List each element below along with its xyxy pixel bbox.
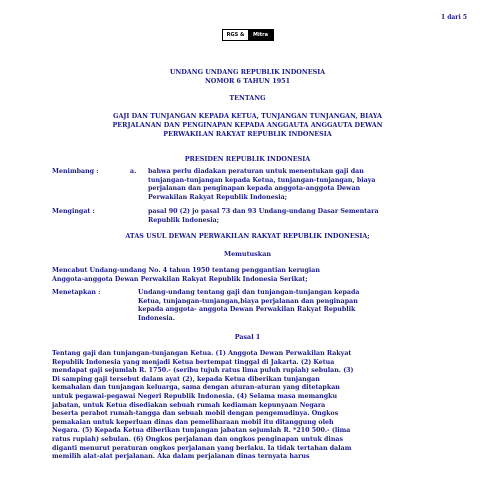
page-number: 1 dari 5 (440, 14, 467, 21)
pasal-1-line: pemakaian untuk keperluan dinas dan pemeliharaan mobil itu ditanggung oleh (52, 418, 334, 426)
pasal-1-line: ratus rupiah) sebulan. (6) Ongkos perjalanan dan ongkos penginapan untuk dinas (52, 436, 344, 443)
pasal-1-line: beserta perabot rumah-tangga dan sebuah mobil dengan pengemudinya. Ongkos (52, 410, 339, 418)
pasal-1-line: Tentang gaji dan tunjangan-tunjangan Ketua. (1) Anggota Dewan Perwakilan Rakyat (52, 350, 352, 357)
menimbang-line: perjalanan dan penginapan kepada anggota-anggota Dewan (148, 185, 361, 193)
pasal-1-line: jabatan, untuk Ketua disediakan sebuah rumah kediaman kepunyaan Negara (52, 401, 326, 409)
pasal-1-heading: Pasal 1 (234, 333, 261, 341)
publisher-logo (222, 29, 274, 41)
menimbang-line: bahwa perlu diadakan peraturan untuk menentukan gaji dan (148, 168, 364, 175)
menetapkan-line: Undang-undang tentang gaji dan tunjangan-tunjangan kepada (138, 289, 360, 296)
menetapkan-line: Indonesia. (138, 314, 175, 322)
pasal-1-line: Di samping gaji tersebut dalam ayat (2), kepada Ketua diberikan tunjangan (52, 375, 320, 383)
pasal-1-line: kemahalan dan tunjangan keluarga, sama dengan aturan-aturan yang ditetapkan (52, 384, 340, 392)
logo-right-text: Mitra (248, 30, 273, 40)
menimbang-bullet: a. (130, 168, 137, 175)
pasal-1-line: Republik Indonesia yang menjadi Ketua bertempat tinggal di Jakarta. (2) Ketua (52, 358, 335, 366)
pasal-1-line: memilih alat-alat perjalanan. Aka dalam perjalanan dinas ternyata harus (52, 453, 310, 461)
subject-line-1: GAJI DAN TUNJANGAN KEPADA KETUA, TUNJANGAN TUNJANGAN, BIAYA (112, 112, 383, 120)
memutuskan-heading: Memutuskan (224, 250, 271, 258)
subject-line-2: PERJALANAN DAN PENGINAPAN KEPADA ANGGAUTA ANGGAUTA DEWAN (112, 121, 383, 129)
pasal-1-line: Negara. (5) Kepada Ketua diberikan tunjangan jabatan sejumlah R. *210 500.- (lima (52, 427, 351, 435)
mencabut-line: Anggota-anggota Dewan Perwakilan Rakyat Republik Indonesia Serikat; (52, 275, 308, 283)
mencabut-line: Mencabut Undang-undang No. 4 tahun 1950 tentang penggantian kerugian (52, 267, 320, 274)
pasal-1-line: mendapat gaji sejumlah R. 1750.- (seribu tujuh ratus lima puluh rupiah) sebulan. (3) (52, 367, 354, 375)
logo-left-text: RGS & (223, 30, 248, 40)
mengingat-line: pasal 90 (2) jo pasal 73 dan 93 Undang-undang Dasar Sementara (148, 208, 379, 215)
subject-line-3: PERWAKILAN RAKYAT REPUBLIK INDONESIA (163, 130, 332, 138)
law-number: NOMOR 6 TAHUN 1951 (204, 77, 291, 85)
menetapkan-label: Menetapkan : (52, 289, 101, 296)
president-heading: PRESIDEN REPUBLIK INDONESIA (184, 155, 311, 163)
menimbang-line: tunjangan-tunjangan kepada Ketua, tunjangan-tunjangan, biaya (148, 176, 376, 184)
menetapkan-line: Ketua, tunjangan-tunjangan,biaya perjalanan dan penginapan (138, 297, 358, 305)
tentang-heading: TENTANG (229, 94, 266, 102)
menimbang-label: Menimbang : (52, 168, 99, 175)
menimbang-line: Perwakilan Rakyat Republik Indonesia; (148, 193, 288, 201)
mengingat-line: Republik Indonesia; (148, 216, 220, 224)
mengingat-label: Mengingat : (52, 208, 95, 215)
atas-usul-heading: ATAS USUL DEWAN PERWAKILAN RAKYAT REPUBLIK INDONESIA; (125, 232, 370, 240)
pasal-1-line: diganti menurut peraturan ongkos perjalanan yang berlaku. Ia tidak tertahan dalam (52, 444, 352, 452)
law-title: UNDANG UNDANG REPUBLIK INDONESIA (169, 68, 326, 76)
pasal-1-line: untuk pegawai-pegawai Negeri Republik Indonesia. (4) Selama masa memangku (52, 393, 338, 400)
menetapkan-line: kepada anggota- anggota Dewan Perwakilan Rakyat Republik (138, 306, 356, 314)
